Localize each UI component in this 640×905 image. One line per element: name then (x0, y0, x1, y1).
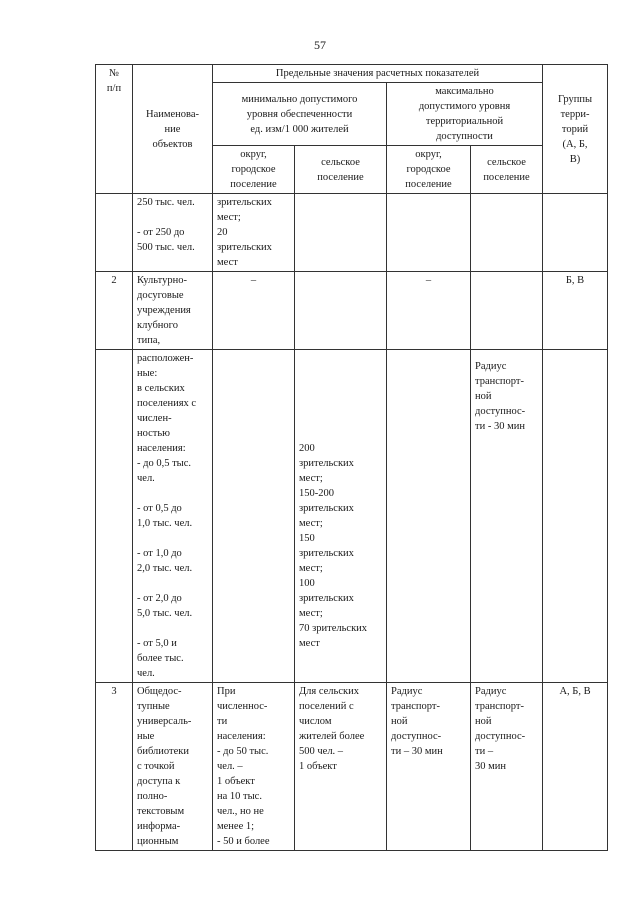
cell-name (133, 350, 213, 683)
text-line: зрительских (299, 458, 354, 469)
text-line: чел. (137, 668, 155, 679)
text-line: более тыс. (137, 653, 184, 664)
text-line: транспорт- (391, 701, 440, 712)
text-line: 1 объект (217, 776, 255, 787)
page-number: 57 (314, 38, 326, 52)
text-line: в сельских (137, 383, 185, 394)
text-line: населения: (217, 731, 266, 742)
text-line: ти - 30 мин (475, 421, 525, 432)
text-line: Радиус (391, 686, 423, 697)
header-rural-2: сельское поселение (471, 146, 543, 194)
header-groups: Группы терри- торий (А, Б, В) (543, 65, 608, 194)
text-line: ной (475, 391, 492, 402)
text-line: универсаль- (137, 716, 192, 727)
cell-min-district: – (213, 272, 295, 350)
header-limits-title: Предельные значения расчетных показателей (213, 65, 543, 83)
header-rural: сельское поселение (295, 146, 387, 194)
text-line: 5,0 тыс. чел. (137, 608, 193, 619)
text-line: клубного (137, 320, 178, 331)
text-line: расположен- (137, 353, 194, 364)
text-line: мест (299, 638, 320, 649)
text-line: - от 2,0 до (137, 593, 182, 604)
text-line: 30 мин (475, 761, 507, 772)
text-line: учреждения (137, 305, 191, 316)
cell-groups (543, 194, 608, 272)
text-line: 2,0 тыс. чел. (137, 563, 193, 574)
cell-min-rural (295, 683, 387, 851)
cell-name (133, 272, 213, 350)
text-line: мест; (299, 473, 323, 484)
cell-min-rural (295, 194, 387, 272)
text-line: ной (391, 716, 408, 727)
text-line: - до 50 тыс. (217, 746, 269, 757)
table-row-2 (96, 272, 608, 350)
text-line: 100 (299, 578, 315, 589)
text-line: 500 чел. – (299, 746, 344, 757)
text-line: информа- (137, 821, 181, 832)
text-line: текстовым (137, 806, 185, 817)
text-line: зрительских (299, 503, 354, 514)
standards-table (95, 64, 608, 851)
text-line: - от 250 до (137, 227, 185, 238)
text-line: ные (137, 731, 155, 742)
text-line: транспорт- (475, 376, 524, 387)
table-row-continuation (96, 194, 608, 272)
cell-max-rural (471, 683, 543, 851)
text-line: 70 зрительских (299, 623, 368, 634)
header-min-level: минимально допустимого уровня обеспеченности ед. изм/1 000 жителей (213, 83, 387, 146)
text-line: ти – 30 мин (391, 746, 443, 757)
cell-max-district: – (387, 272, 471, 350)
text-line: 20 (217, 227, 228, 238)
text-line: мест; (217, 212, 241, 223)
text-line: транспорт- (475, 701, 524, 712)
text-line: 150-200 (299, 488, 334, 499)
cell-groups: Б, В (543, 272, 608, 350)
text-line: 500 тыс. чел. (137, 242, 195, 253)
text-line: При (217, 686, 236, 697)
text-line: ти – (475, 746, 494, 757)
text-line: доступнос- (475, 406, 526, 417)
cell-num: 2 (96, 272, 133, 350)
text-line: численнос- (217, 701, 268, 712)
table-row-3 (96, 683, 608, 851)
header-num: № п/п (96, 65, 133, 194)
text-line: поселениях с (137, 398, 197, 409)
text-line: доступнос- (475, 731, 526, 742)
cell-max-district (387, 350, 471, 683)
text-line: зрительских (217, 197, 272, 208)
text-line: ти (217, 716, 228, 727)
text-line: ностью (137, 428, 171, 439)
cell-num: 3 (96, 683, 133, 851)
header-district: округ, городское поселение (213, 146, 295, 194)
text-line: с точкой (137, 761, 175, 772)
text-line: 1,0 тыс. чел. (137, 518, 193, 529)
text-line: 1 объект (299, 761, 337, 772)
text-line: Общедос- (137, 686, 182, 697)
text-line: зрительских (299, 593, 354, 604)
cell-min-rural (295, 350, 387, 683)
text-line: мест (217, 257, 238, 268)
cell-max-rural (471, 272, 543, 350)
text-line: типа, (137, 335, 161, 346)
text-line: доступнос- (391, 731, 442, 742)
text-line: на 10 тыс. (217, 791, 262, 802)
text-line: тупные (137, 701, 170, 712)
cell-max-district (387, 683, 471, 851)
text-line: мест; (299, 608, 323, 619)
text-line: числен- (137, 413, 172, 424)
text-line: поселений с (299, 701, 354, 712)
text-line: ные: (137, 368, 158, 379)
text-line: досуговые (137, 290, 184, 301)
text-line: менее 1; (217, 821, 255, 832)
header-row-1 (96, 65, 608, 83)
text-line: зрительских (299, 548, 354, 559)
header-name: Наименова- ние объектов (133, 65, 213, 194)
text-line: библиотеки (137, 746, 189, 757)
cell-max-rural (471, 194, 543, 272)
text-line: чел. – (217, 761, 243, 772)
cell-min-rural (295, 272, 387, 350)
text-line: мест; (299, 563, 323, 574)
cell-groups (543, 350, 608, 683)
text-line: зрительских (217, 242, 272, 253)
text-line: населения: (137, 443, 186, 454)
text-line: Культурно- (137, 275, 187, 286)
text-line: 150 (299, 533, 315, 544)
cell-groups: А, Б, В (543, 683, 608, 851)
text-line: мест; (299, 518, 323, 529)
cell-name (133, 194, 213, 272)
text-line: 250 тыс. чел. (137, 197, 195, 208)
cell-name (133, 683, 213, 851)
header-district-2: округ, городское поселение (387, 146, 471, 194)
text-line: ной (475, 716, 492, 727)
text-line: доступа к (137, 776, 181, 787)
table-row-2-detail (96, 350, 608, 683)
cell-num (96, 350, 133, 683)
text-line: 200 (299, 443, 315, 454)
text-line: полно- (137, 791, 168, 802)
text-line: - от 5,0 и (137, 638, 177, 649)
text-line: - от 1,0 до (137, 548, 182, 559)
cell-max-district (387, 194, 471, 272)
text-line: Радиус (475, 686, 507, 697)
text-line: ционным (137, 836, 179, 847)
text-line: Радиус (475, 361, 507, 372)
cell-min-district (213, 194, 295, 272)
text-line: числом (299, 716, 332, 727)
cell-max-rural (471, 350, 543, 683)
text-line: чел. (137, 473, 155, 484)
cell-min-district (213, 350, 295, 683)
header-max-level: максимально допустимого уровня территориальной доступности (387, 83, 543, 146)
cell-min-district (213, 683, 295, 851)
text-line: - 50 и более (217, 836, 270, 847)
text-line: жителей более (299, 731, 365, 742)
text-line: - от 0,5 до (137, 503, 182, 514)
text-line: чел., но не (217, 806, 264, 817)
text-line: Для сельских (299, 686, 359, 697)
cell-num (96, 194, 133, 272)
text-line: - до 0,5 тыс. (137, 458, 192, 469)
